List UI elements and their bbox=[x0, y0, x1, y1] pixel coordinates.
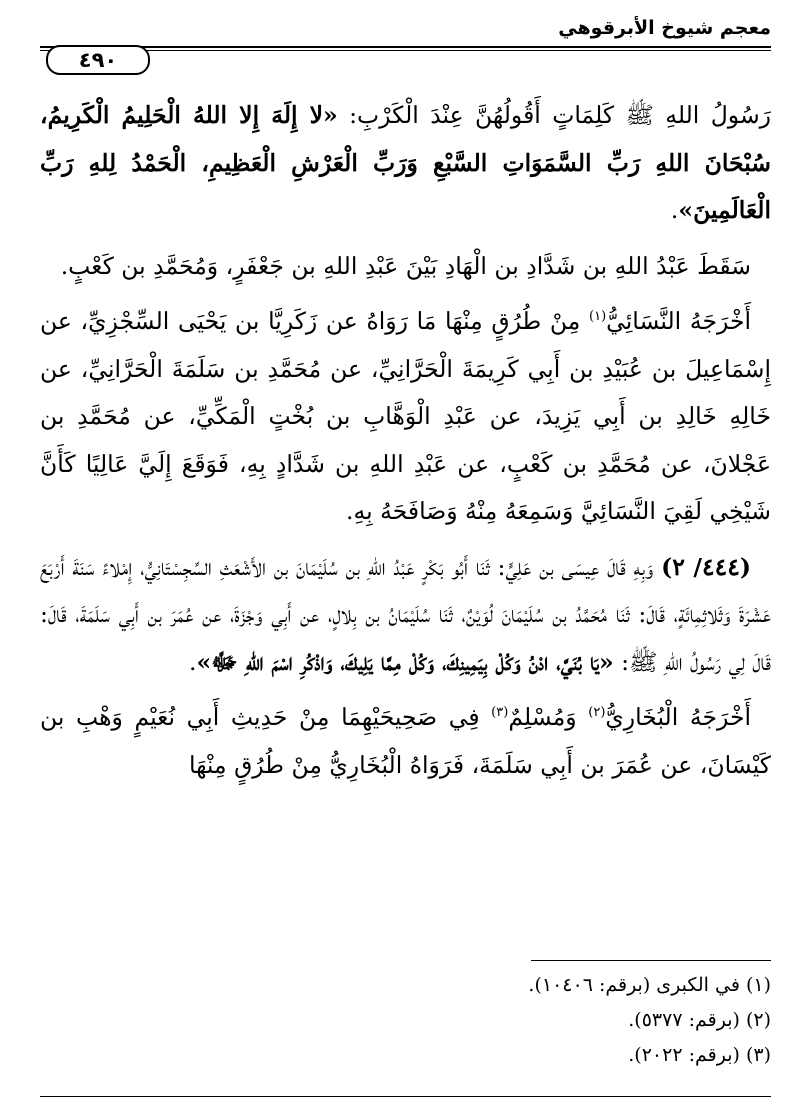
paragraph-hadith-444 bbox=[40, 544, 771, 687]
running-header bbox=[40, 14, 771, 42]
bottom-rule bbox=[40, 1096, 771, 1097]
footnote-ref[interactable]: (٢) bbox=[588, 705, 606, 721]
footnotes bbox=[40, 968, 771, 1073]
text-run: وَبِهِ قَالَ عِيسَى بن عَلِيٍّ: ثَنَا أَبُو بَكْرٍ عَبْدُ اللهِ بن سُلَيْمَانَ بن الأَشْعَثِ السِّجِسْتَانِيُّ، إِمْلاءً سَنَةَ أَرْبَعَ عَشْرَةَ وَثَلاثِمِائَةٍ، قَالَ: ثَنَا مُحَمَّدُ بن سُلَيْمَانَ لُوَيْنٌ، ثَنَا سُلَيْمَانُ بن بِلالٍ، عن أَبِي وَجْزَةَ، عن عُمَرَ بن أَبِي سَلَمَةَ، قَالَ: قَالَ لِي رَسُولُ اللهِ ﷺ: bbox=[40, 552, 771, 676]
text-run: سَقَطَ عَبْدُ اللهِ بن شَدَّادِ بن الْهَادِ بَيْنَ عَبْدِ اللهِ بن جَعْفَرٍ، وَمُحَمَّدِ بن كَعْبٍ. bbox=[60, 251, 751, 280]
text-run: مِنْ طُرُقٍ مِنْهَا مَا رَوَاهُ عن زَكَرِيَّا بن يَحْيَى السِّجْزِيِّ، عن إِسْمَاعِيلَ بن عُبَيْدِ بن أَبِي كَرِيمَةَ الْحَرَّانِيِّ، عن مُحَمَّدِ بن سَلَمَةَ الْحَرَّانِيِّ، عن خَالِهِ خَالِدِ بن أَبِي يَزِيدَ، عن عَبْدِ الْوَهَّابِ بن بُخْتٍ الْمَكِّيِّ، عن مُحَمَّدِ بن عَجْلانَ، عن مُحَمَّدِ بن كَعْبٍ، عن عَبْدِ اللهِ بن شَدَّادٍ بِهِ، فَوَقَعَ إِلَيَّ عَالِيًا كَأَنَّ شَيْخِي لَقِيَ النَّسَائِيَّ وَسَمِعَهُ مِنْهُ وَصَافَحَهُ بِهِ. bbox=[40, 307, 771, 525]
footnote-separator bbox=[531, 960, 771, 961]
paragraph-dua bbox=[40, 92, 771, 235]
footnote-1: (١) في الكبرى (برقم: ١٠٤٠٦). bbox=[528, 974, 771, 996]
paragraph-isnad-note bbox=[40, 243, 771, 291]
header-rule bbox=[40, 46, 771, 48]
page-number: ٤٩٠ bbox=[46, 45, 150, 75]
paragraph-takhrij-nasai bbox=[40, 298, 771, 536]
paragraph-takhrij-bukhari bbox=[40, 694, 771, 789]
text-run: . bbox=[189, 647, 197, 676]
footnote-2: (٢) (برقم: ٥٣٧٧). bbox=[628, 1009, 771, 1031]
book-title: معجم شيوخ الأبرقوهي bbox=[558, 17, 771, 39]
footnote-3: (٣) (برقم: ٢٠٢٢). bbox=[628, 1044, 771, 1066]
text-run: رَسُولُ اللهِ ﷺ كَلِمَاتٍ أَقُولُهُنَّ عِنْدَ الْكَرْبِ: bbox=[337, 101, 771, 129]
footnote-ref[interactable]: (٣) bbox=[491, 705, 509, 721]
text-run: أَخْرَجَهُ النَّسَائِيُّ bbox=[606, 307, 751, 335]
text-run: فِي صَحِيحَيْهِمَا مِنْ حَدِيثِ أَبِي نُعَيْمٍ وَهْبِ بن كَيْسَانَ، عن عُمَرَ بن أَبِي سَلَمَةَ، فَرَوَاهُ الْبُخَارِيُّ مِنْ طُرُقٍ مِنْهَا bbox=[40, 703, 771, 779]
main-text bbox=[40, 92, 771, 789]
header-rule-thin bbox=[40, 50, 771, 51]
footnote-ref[interactable]: (١) bbox=[589, 309, 607, 325]
text-run: وَمُسْلِمٌ bbox=[508, 703, 589, 731]
quoted-dua: «لا إِلَهَ إِلا اللهُ الْحَلِيمُ الْكَرِيمُ، سُبْحَانَ اللهِ رَبِّ السَّمَوَاتِ السَّبْعِ وَرَبِّ الْعَرْشِ الْعَظِيمِ، الْحَمْدُ لِلهِ رَبِّ الْعَالَمِينَ» bbox=[40, 101, 771, 224]
hadith-number: (٤٤٤/ ٢) bbox=[661, 552, 752, 581]
text-run: أَخْرَجَهُ الْبُخَارِيُّ bbox=[605, 703, 751, 731]
hadith-matn: «يَا بُنَيَّ، ادْنُ وَكُلْ بِيَمِينِكَ، وَكُلْ مِمَّا يَلِيكَ، وَاذْكُرِ اسْمَ اللهِ ﷻ» bbox=[196, 647, 614, 676]
text-run: . bbox=[670, 196, 679, 224]
